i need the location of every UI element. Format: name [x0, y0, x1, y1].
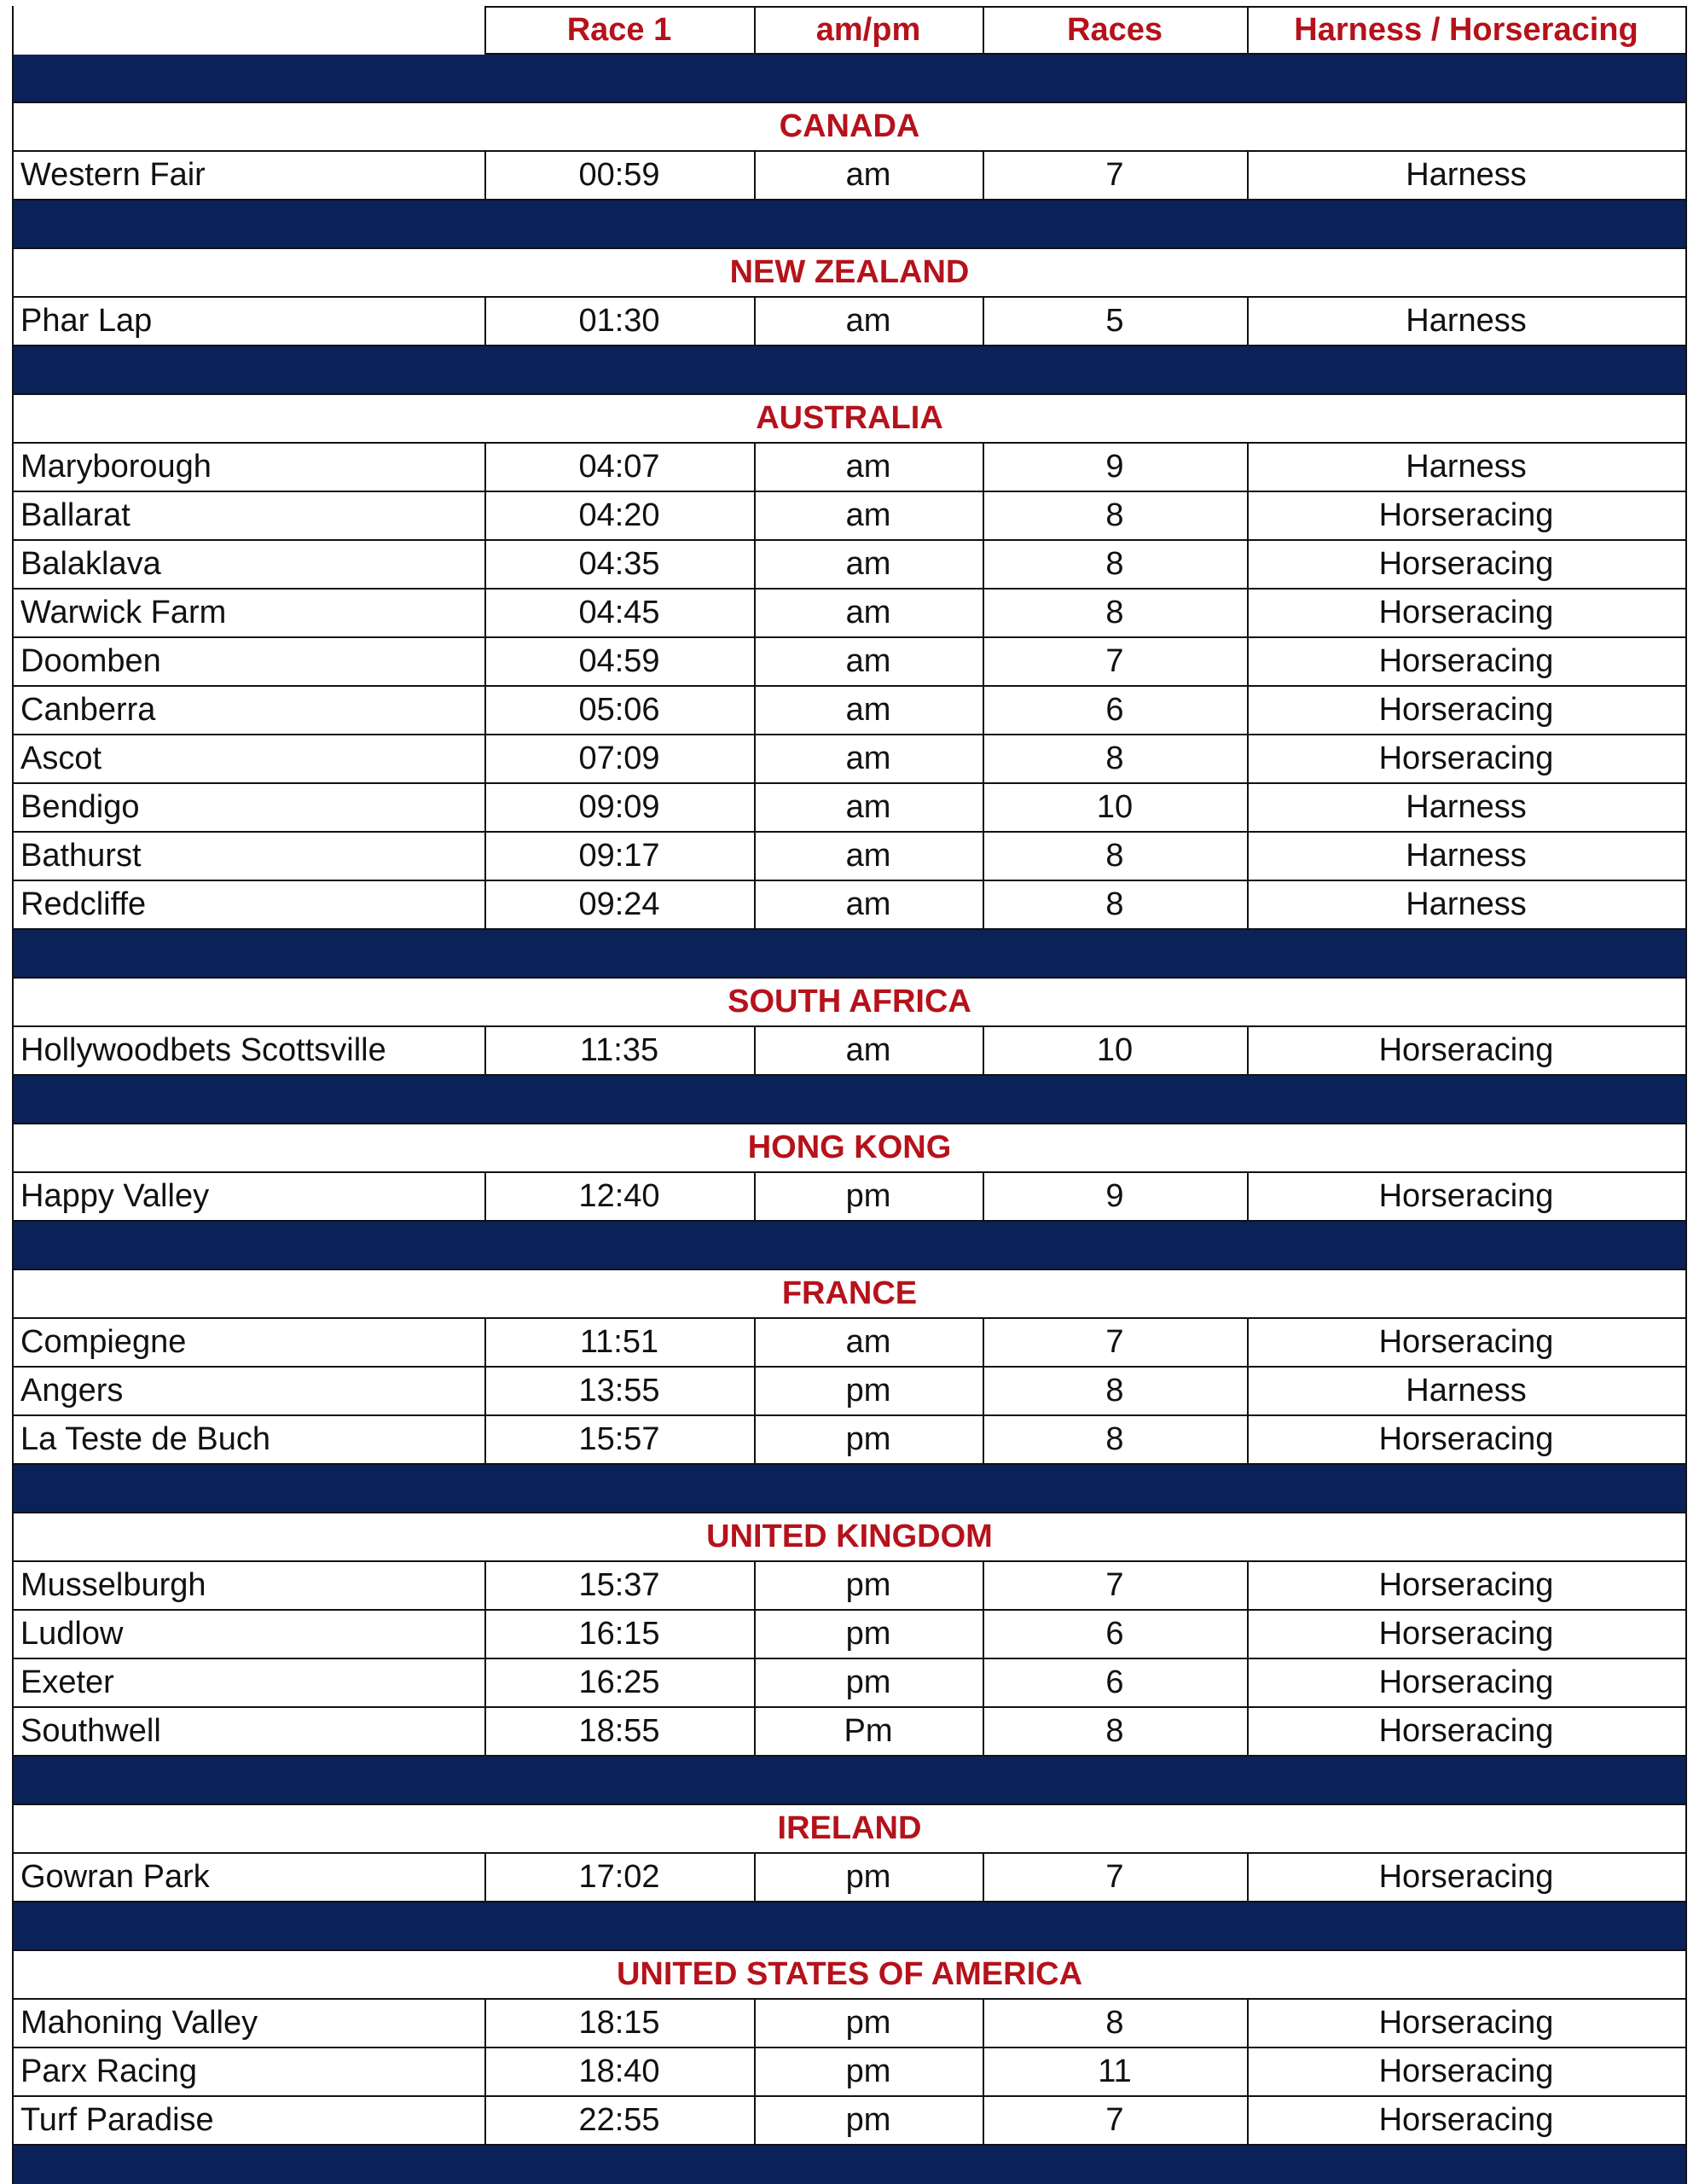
race-type-cell: Horseracing — [1247, 1562, 1687, 1611]
venue-cell: La Teste de Buch — [12, 1416, 486, 1465]
table-row — [0, 1708, 1699, 1757]
table-row — [0, 2048, 1699, 2097]
table-row — [0, 492, 1699, 541]
races-count-cell: 8 — [983, 1708, 1249, 1757]
ampm-cell: am — [754, 833, 984, 881]
races-count-cell: 9 — [983, 1173, 1249, 1222]
header-race1: Race 1 — [484, 6, 756, 55]
race1-time-cell: 18:55 — [484, 1708, 756, 1757]
venue-cell: Warwick Farm — [12, 590, 486, 638]
races-count-cell: 8 — [983, 590, 1249, 638]
races-count-cell: 5 — [983, 298, 1249, 346]
races-count-cell: 8 — [983, 833, 1249, 881]
country-heading: HONG KONG — [12, 1124, 1687, 1173]
table-row — [0, 1173, 1699, 1222]
race1-time-cell: 04:07 — [484, 444, 756, 492]
ampm-cell: am — [754, 492, 984, 541]
race-type-cell: Horseracing — [1247, 1319, 1687, 1368]
venue-cell: Parx Racing — [12, 2048, 486, 2097]
race1-time-cell: 15:57 — [484, 1416, 756, 1465]
race-type-cell: Horseracing — [1247, 1416, 1687, 1465]
races-count-cell: 7 — [983, 1562, 1249, 1611]
table-row — [0, 1027, 1699, 1076]
race-type-cell: Harness — [1247, 1368, 1687, 1416]
races-count-cell: 8 — [983, 735, 1249, 784]
ampm-cell: pm — [754, 2097, 984, 2146]
race-type-cell: Horseracing — [1247, 735, 1687, 784]
section-divider-band — [12, 1465, 1687, 1513]
section-divider-band — [12, 1757, 1687, 1805]
country-heading: SOUTH AFRICA — [12, 979, 1687, 1027]
races-count-cell: 8 — [983, 1416, 1249, 1465]
race-type-cell: Horseracing — [1247, 2048, 1687, 2097]
table-row — [0, 298, 1699, 346]
races-count-cell: 8 — [983, 881, 1249, 930]
race1-time-cell: 18:15 — [484, 2000, 756, 2048]
race-type-cell: Horseracing — [1247, 1611, 1687, 1659]
ampm-cell: am — [754, 1319, 984, 1368]
races-count-cell: 6 — [983, 1611, 1249, 1659]
race1-time-cell: 01:30 — [484, 298, 756, 346]
venue-cell: Southwell — [12, 1708, 486, 1757]
race-type-cell: Horseracing — [1247, 492, 1687, 541]
races-count-cell: 6 — [983, 1659, 1249, 1708]
races-count-cell: 9 — [983, 444, 1249, 492]
race-type-cell: Horseracing — [1247, 1708, 1687, 1757]
venue-cell: Ballarat — [12, 492, 486, 541]
section-divider-band — [12, 55, 1687, 103]
race-type-cell: Horseracing — [1247, 687, 1687, 735]
table-row — [0, 1416, 1699, 1465]
race-type-cell: Horseracing — [1247, 638, 1687, 687]
race1-time-cell: 16:15 — [484, 1611, 756, 1659]
section-divider-band — [12, 930, 1687, 979]
ampm-cell: pm — [754, 1368, 984, 1416]
race1-time-cell: 04:35 — [484, 541, 756, 590]
race-type-cell: Harness — [1247, 152, 1687, 200]
race1-time-cell: 09:24 — [484, 881, 756, 930]
table-row — [0, 784, 1699, 833]
race-type-cell: Horseracing — [1247, 1173, 1687, 1222]
ampm-cell: Pm — [754, 1708, 984, 1757]
races-count-cell: 7 — [983, 2097, 1249, 2146]
race-type-cell: Horseracing — [1247, 1659, 1687, 1708]
table-row — [0, 2097, 1699, 2146]
races-count-cell: 8 — [983, 2000, 1249, 2048]
races-count-cell: 7 — [983, 638, 1249, 687]
races-count-cell: 8 — [983, 1368, 1249, 1416]
table-row — [0, 2000, 1699, 2048]
country-heading: IRELAND — [12, 1805, 1687, 1854]
table-row — [0, 152, 1699, 200]
country-heading: UNITED STATES OF AMERICA — [12, 1951, 1687, 2000]
ampm-cell: am — [754, 541, 984, 590]
table-row — [0, 687, 1699, 735]
races-count-cell: 6 — [983, 687, 1249, 735]
header-row — [0, 6, 1699, 55]
ampm-cell: am — [754, 784, 984, 833]
country-heading: UNITED KINGDOM — [12, 1513, 1687, 1562]
venue-cell: Maryborough — [12, 444, 486, 492]
race1-time-cell: 09:09 — [484, 784, 756, 833]
ampm-cell: pm — [754, 1416, 984, 1465]
ampm-cell: am — [754, 590, 984, 638]
venue-cell: Ascot — [12, 735, 486, 784]
venue-cell: Western Fair — [12, 152, 486, 200]
table-row — [0, 444, 1699, 492]
race1-time-cell: 11:51 — [484, 1319, 756, 1368]
races-count-cell: 7 — [983, 152, 1249, 200]
section-divider-band — [12, 1902, 1687, 1951]
venue-cell: Hollywoodbets Scottsville — [12, 1027, 486, 1076]
race1-time-cell: 09:17 — [484, 833, 756, 881]
venue-cell: Mahoning Valley — [12, 2000, 486, 2048]
table-row — [0, 638, 1699, 687]
race1-time-cell: 15:37 — [484, 1562, 756, 1611]
ampm-cell: pm — [754, 1562, 984, 1611]
ampm-cell: am — [754, 881, 984, 930]
race1-time-cell: 12:40 — [484, 1173, 756, 1222]
ampm-cell: am — [754, 298, 984, 346]
races-count-cell: 10 — [983, 1027, 1249, 1076]
venue-cell: Doomben — [12, 638, 486, 687]
venue-cell: Angers — [12, 1368, 486, 1416]
race-type-cell: Harness — [1247, 784, 1687, 833]
race-type-cell: Horseracing — [1247, 2097, 1687, 2146]
races-count-cell: 10 — [983, 784, 1249, 833]
table-row — [0, 735, 1699, 784]
race1-time-cell: 04:45 — [484, 590, 756, 638]
races-count-cell: 8 — [983, 492, 1249, 541]
header-blank-cell — [12, 6, 486, 55]
section-divider-band — [12, 346, 1687, 395]
ampm-cell: pm — [754, 2048, 984, 2097]
venue-cell: Happy Valley — [12, 1173, 486, 1222]
ampm-cell: pm — [754, 1173, 984, 1222]
ampm-cell: pm — [754, 1611, 984, 1659]
ampm-cell: am — [754, 444, 984, 492]
ampm-cell: pm — [754, 2000, 984, 2048]
section-divider-band — [12, 200, 1687, 249]
venue-cell: Ludlow — [12, 1611, 486, 1659]
race-type-cell: Horseracing — [1247, 590, 1687, 638]
races-count-cell: 7 — [983, 1319, 1249, 1368]
races-count-cell: 7 — [983, 1854, 1249, 1902]
race1-time-cell: 18:40 — [484, 2048, 756, 2097]
table-row — [0, 590, 1699, 638]
race1-time-cell: 07:09 — [484, 735, 756, 784]
country-heading: NEW ZEALAND — [12, 249, 1687, 298]
race-type-cell: Horseracing — [1247, 541, 1687, 590]
table-row — [0, 541, 1699, 590]
venue-cell: Gowran Park — [12, 1854, 486, 1902]
races-count-cell: 11 — [983, 2048, 1249, 2097]
race-type-cell: Harness — [1247, 298, 1687, 346]
section-divider-band — [12, 1076, 1687, 1124]
venue-cell: Canberra — [12, 687, 486, 735]
ampm-cell: am — [754, 1027, 984, 1076]
race-type-cell: Horseracing — [1247, 1027, 1687, 1076]
race1-time-cell: 00:59 — [484, 152, 756, 200]
ampm-cell: am — [754, 687, 984, 735]
ampm-cell: pm — [754, 1854, 984, 1902]
race1-time-cell: 16:25 — [484, 1659, 756, 1708]
table-row — [0, 1319, 1699, 1368]
race1-time-cell: 22:55 — [484, 2097, 756, 2146]
venue-cell: Turf Paradise — [12, 2097, 486, 2146]
race-type-cell: Harness — [1247, 881, 1687, 930]
ampm-cell: am — [754, 735, 984, 784]
header-ampm: am/pm — [754, 6, 984, 55]
section-divider-band — [12, 2146, 1687, 2184]
table-row — [0, 1611, 1699, 1659]
race-type-cell: Horseracing — [1247, 1854, 1687, 1902]
header-type: Harness / Horseracing — [1247, 6, 1687, 55]
race-type-cell: Harness — [1247, 444, 1687, 492]
venue-cell: Bathurst — [12, 833, 486, 881]
venue-cell: Compiegne — [12, 1319, 486, 1368]
race1-time-cell: 04:59 — [484, 638, 756, 687]
venue-cell: Redcliffe — [12, 881, 486, 930]
table-row — [0, 1854, 1699, 1902]
table-row — [0, 1368, 1699, 1416]
races-count-cell: 8 — [983, 541, 1249, 590]
country-heading: AUSTRALIA — [12, 395, 1687, 444]
country-heading: FRANCE — [12, 1270, 1687, 1319]
section-divider-band — [12, 1222, 1687, 1270]
country-heading: CANADA — [12, 103, 1687, 152]
race1-time-cell: 11:35 — [484, 1027, 756, 1076]
table-row — [0, 881, 1699, 930]
table-row — [0, 1659, 1699, 1708]
venue-cell: Phar Lap — [12, 298, 486, 346]
ampm-cell: pm — [754, 1659, 984, 1708]
race1-time-cell: 13:55 — [484, 1368, 756, 1416]
header-races: Races — [983, 6, 1249, 55]
race-type-cell: Horseracing — [1247, 2000, 1687, 2048]
venue-cell: Bendigo — [12, 784, 486, 833]
venue-cell: Musselburgh — [12, 1562, 486, 1611]
table-row — [0, 1562, 1699, 1611]
race1-time-cell: 05:06 — [484, 687, 756, 735]
venue-cell: Exeter — [12, 1659, 486, 1708]
ampm-cell: am — [754, 152, 984, 200]
venue-cell: Balaklava — [12, 541, 486, 590]
ampm-cell: am — [754, 638, 984, 687]
race1-time-cell: 04:20 — [484, 492, 756, 541]
race-type-cell: Harness — [1247, 833, 1687, 881]
race1-time-cell: 17:02 — [484, 1854, 756, 1902]
table-row — [0, 833, 1699, 881]
